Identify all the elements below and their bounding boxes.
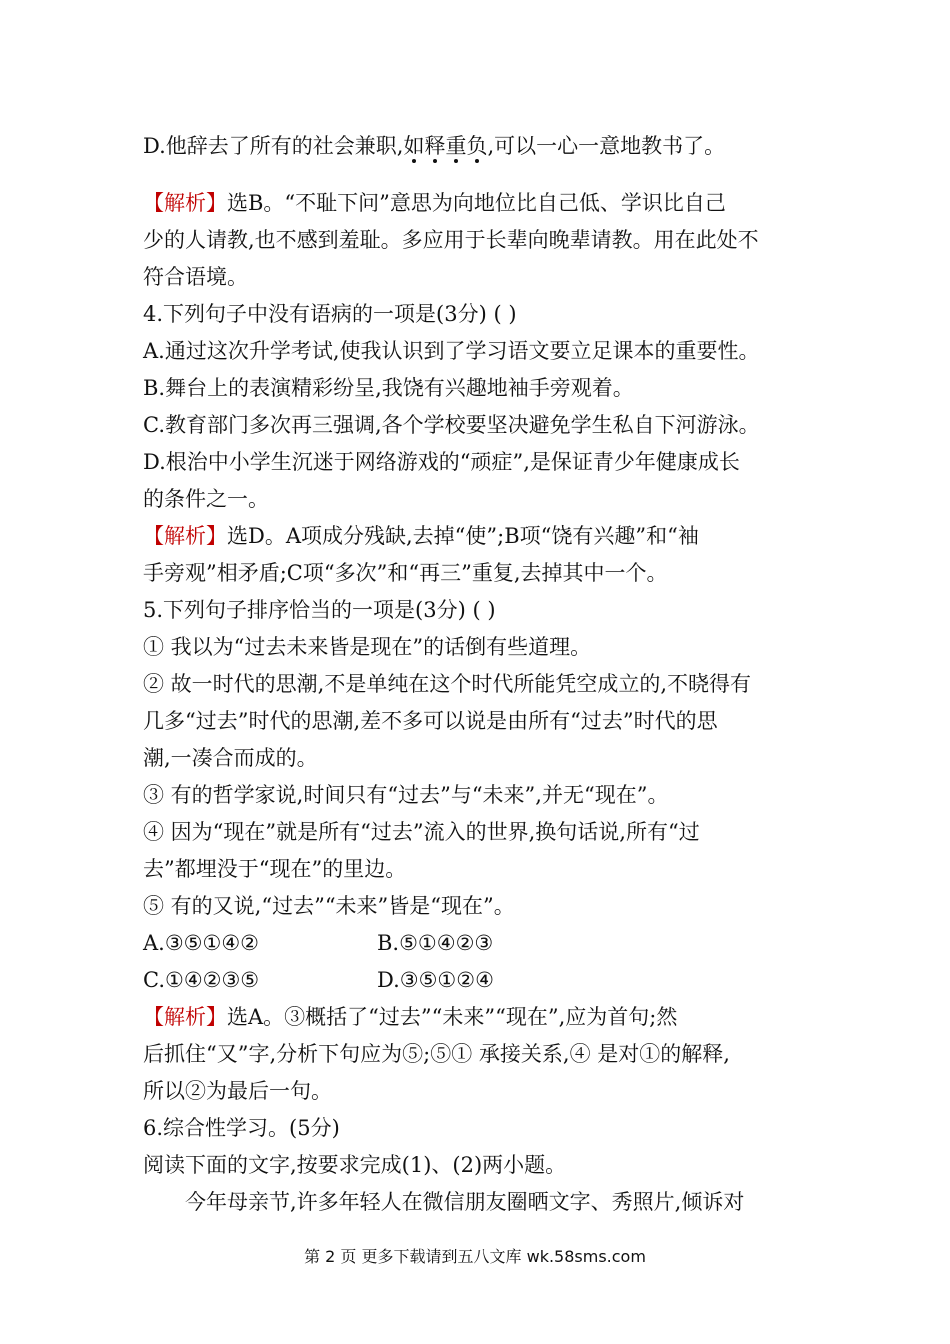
q3-option-d-prefix: D.他辞去了所有的社会兼职, <box>143 134 404 158</box>
analysis-tag: 【解析】 <box>143 1005 227 1029</box>
q5-choices-row-1 <box>143 925 823 962</box>
q5-sentence: 去”都埋没于“现在”的里边。 <box>143 857 407 881</box>
q5-sentence: ① 我以为“过去未来皆是现在”的话倒有些道理。 <box>143 635 592 659</box>
q5-sentence: ④ 因为“现在”就是所有“过去”流入的世界,换句话说,所有“过 <box>143 820 700 844</box>
analysis-text: 选A。③概括了“过去”“未来”“现在”,应为首句;然 <box>227 1005 678 1029</box>
analysis-text: 少的人请教,也不感到羞耻。多应用于长辈向晚辈请教。用在此处不 <box>143 228 759 252</box>
q5-sentence: 几多“过去”时代的思潮,差不多可以说是由所有“过去”时代的思 <box>143 709 718 733</box>
emphasis-dot-char: 如 <box>403 134 425 158</box>
q5-stem: 5.下列句子排序恰当的一项是(3分) ( ) <box>143 598 496 622</box>
q4-stem: 4.下列句子中没有语病的一项是(3分) ( ) <box>143 302 517 326</box>
q5-choice-c: C.①④②③⑤ <box>143 968 260 992</box>
q5-sentence: ⑤ 有的又说,“过去”“未来”皆是“现在”。 <box>143 894 515 918</box>
emphasis-dot-char: 释 <box>424 134 446 158</box>
q3-analysis <box>143 185 823 222</box>
q5-choice-b: B.⑤①④②③ <box>377 931 494 955</box>
q5-choice-a: A.③⑤①④② <box>143 931 259 955</box>
q4-analysis <box>143 518 823 555</box>
q4-option-c: C.教育部门多次再三强调,各个学校要坚决避免学生私自下河游泳。 <box>143 413 760 437</box>
emphasis-dot-char: 负 <box>466 134 488 158</box>
q4-option-a: A.通过这次升学考试,使我认识到了学习语文要立足课本的重要性。 <box>143 339 760 363</box>
emphasis-dot-char: 重 <box>445 134 467 158</box>
q5-analysis <box>143 999 823 1036</box>
q6-instruction: 阅读下面的文字,按要求完成(1)、(2)两小题。 <box>143 1153 567 1177</box>
q3-option-d-suffix: ,可以一心一意地教书了。 <box>487 134 726 158</box>
q5-sentence: 潮,一凑合而成的。 <box>143 746 318 770</box>
page-content <box>143 128 823 1221</box>
q5-sentence: ② 故一时代的思潮,不是单纯在这个时代所能凭空成立的,不晓得有 <box>143 672 752 696</box>
q5-choices-row-2 <box>143 962 823 999</box>
analysis-text: 选B。“不耻下问”意思为向地位比自己低、学识比自己 <box>227 191 726 215</box>
q3-option-d <box>143 128 823 165</box>
analysis-text: 选D。A项成分残缺,去掉“使”;B项“饶有兴趣”和“袖 <box>227 524 699 548</box>
q5-sentence: ③ 有的哲学家说,时间只有“过去”与“未来”,并无“现在”。 <box>143 783 669 807</box>
page-footer: 第 2 页 更多下载请到五八文库 wk.58sms.com <box>304 1247 646 1266</box>
q4-option-d-cont: 的条件之一。 <box>143 487 269 511</box>
q6-passage: 今年母亲节,许多年轻人在微信朋友圈晒文字、秀照片,倾诉对 <box>185 1190 745 1214</box>
analysis-text: 所以②为最后一句。 <box>143 1079 332 1103</box>
q5-choice-d: D.③⑤①②④ <box>377 968 494 992</box>
analysis-text: 手旁观”相矛盾;C项“多次”和“再三”重复,去掉其中一个。 <box>143 561 668 585</box>
analysis-text: 后抓住“又”字,分析下句应为⑤;⑤① 承接关系,④ 是对①的解释, <box>143 1042 730 1066</box>
q4-option-d: D.根治中小学生沉迷于网络游戏的“顽症”,是保证青少年健康成长 <box>143 450 740 474</box>
q6-stem: 6.综合性学习。(5分) <box>143 1116 340 1140</box>
analysis-text: 符合语境。 <box>143 265 248 289</box>
analysis-tag: 【解析】 <box>143 524 227 548</box>
analysis-tag: 【解析】 <box>143 191 227 215</box>
q4-option-b: B.舞台上的表演精彩纷呈,我饶有兴趣地袖手旁观着。 <box>143 376 634 400</box>
